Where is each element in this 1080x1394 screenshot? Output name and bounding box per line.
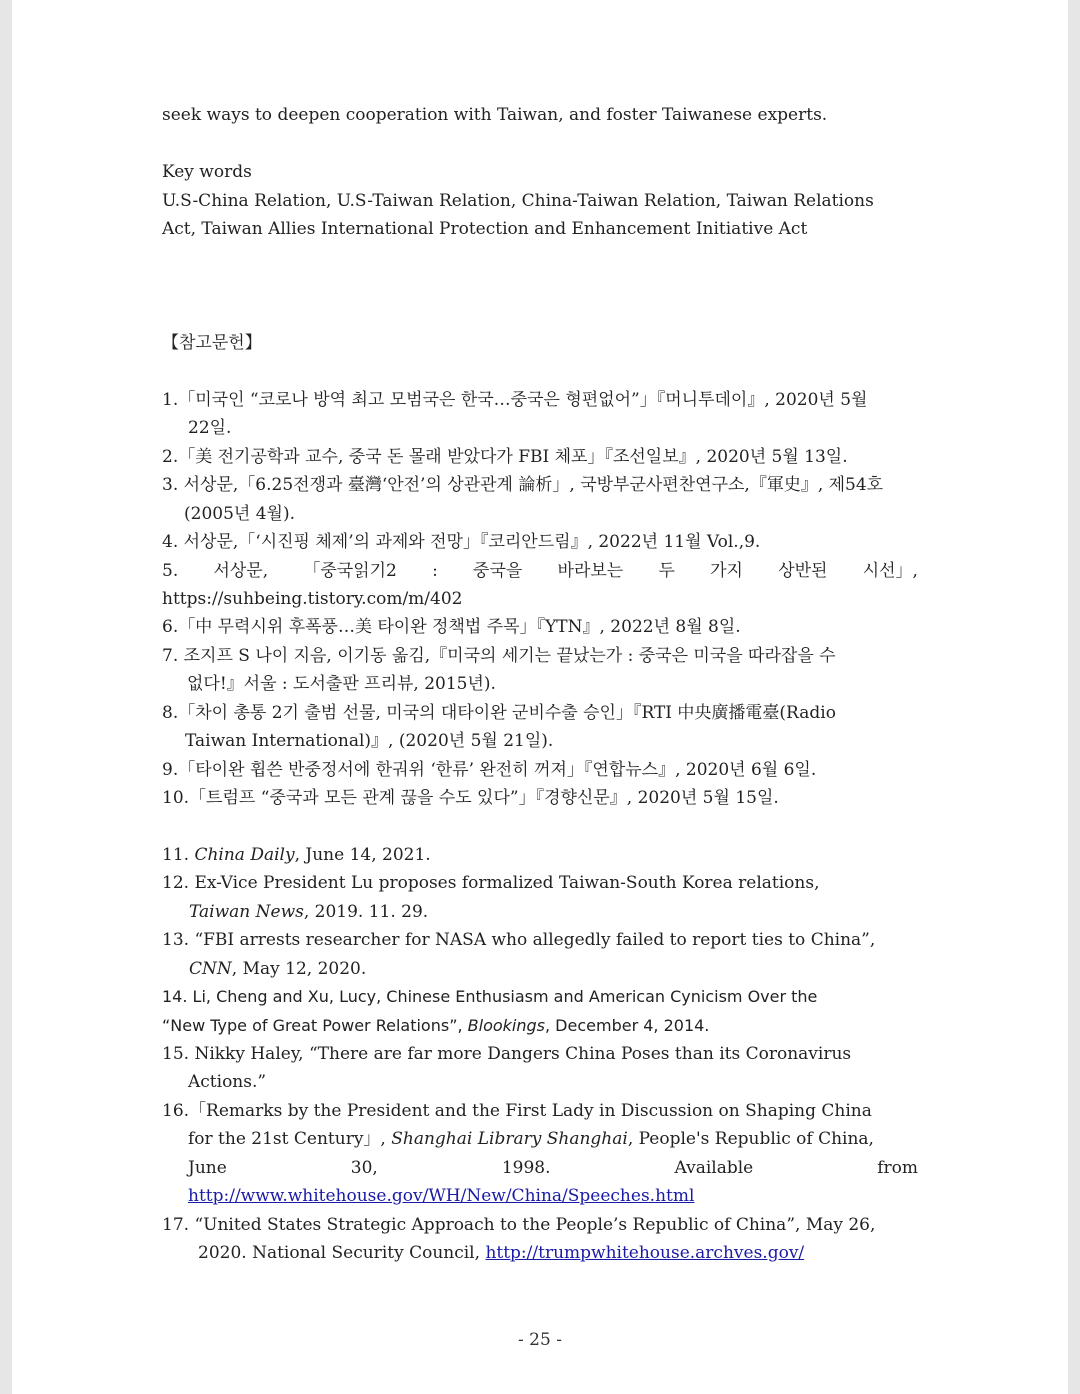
ref-text: , 2019. 11. 29. <box>303 902 429 922</box>
reference-item-cont <box>188 1158 918 1178</box>
keywords-line: Act, Taiwan Allies International Protection and Enhancement Initiative Act <box>162 219 808 239</box>
ref-word: 서상문, <box>213 561 269 581</box>
ref-text: , May 12, 2020. <box>231 959 367 979</box>
ref-text: , June 14, 2021. <box>294 845 431 865</box>
ref-text: 2020. National Security Council, <box>198 1243 486 1263</box>
ref-word: 5. <box>162 561 179 581</box>
page-number: - 25 - <box>518 1330 562 1350</box>
reference-item-cont: 없다!』서울 : 도서출판 프리뷰, 2015년). <box>187 674 496 694</box>
reference-item: 16.「Remarks by the President and the First Lady in Discussion on Shaping China <box>162 1101 872 1121</box>
reference-item-cont: (2005년 4월). <box>184 504 295 524</box>
document-page <box>12 0 1068 1394</box>
reference-item-cont <box>162 1016 709 1036</box>
ref-word: 1998. <box>501 1158 551 1178</box>
reference-item-cont <box>188 1186 694 1206</box>
ref-word: : <box>432 561 438 581</box>
reference-item: 10.「트럼프 “중국과 모든 관계 끊을 수도 있다”」『경향신문』, 2020년 5월 15일. <box>162 788 779 808</box>
ref-word: 30, <box>350 1158 378 1178</box>
ref-source: China Daily <box>194 845 295 865</box>
reference-item: 13. “FBI arrests researcher for NASA who allegedly failed to report ties to China”, <box>162 930 876 950</box>
ref-word: Available <box>674 1158 754 1178</box>
ref-word: 바라보는 <box>557 561 624 581</box>
ref-text: , December 4, 2014. <box>545 1016 710 1035</box>
reference-item-cont: Taiwan International)』, (2020년 5월 21일). <box>185 731 554 751</box>
ref-word: June <box>188 1158 227 1178</box>
reference-item <box>162 845 431 865</box>
reference-item: 9.「타이완 휩쓴 반중정서에 한궈위 ‘한류’ 완전히 꺼져」『연합뉴스』, 2020년 6월 6일. <box>162 760 817 780</box>
references-heading: 【참고문헌】 <box>162 333 262 353</box>
reference-item: 7. 조지프 S 나이 지음, 이기동 옮김,『미국의 세기는 끝났는가 : 중국은 미국을 따라잡을 수 <box>162 646 836 666</box>
ref-word: 두 <box>658 561 675 581</box>
ref-source: Taiwan News <box>189 902 304 922</box>
reference-item <box>162 561 918 581</box>
reference-item: 8.「차이 총통 2기 출범 선물, 미국의 대타이완 군비수출 승인」『RTI 中央廣播電臺(Radio <box>162 703 836 723</box>
ref-number: 11. <box>162 845 190 865</box>
reference-item: 14. Li, Cheng and Xu, Lucy, Chinese Enthusiasm and American Cynicism Over the <box>162 987 818 1006</box>
ref-word: 중국을 <box>473 561 523 581</box>
reference-item: 12. Ex-Vice President Lu proposes formalized Taiwan-South Korea relations, <box>162 873 820 893</box>
reference-item: 1.「미국인 “코로나 방역 최고 모범국은 한국…중국은 형편없어”」『머니투데이』, 2020년 5월 <box>162 390 868 410</box>
reference-item-cont <box>189 902 428 922</box>
keywords-heading: Key words <box>162 162 252 182</box>
reference-item-cont <box>198 1243 804 1263</box>
keywords-line: U.S-China Relation, U.S-Taiwan Relation, China-Taiwan Relation, Taiwan Relations <box>162 191 874 211</box>
reference-item: 3. 서상문,「6.25전쟁과 臺灣‘안전’의 상관관계 論析」, 국방부군사편찬연구소,『軍史』, 제54호 <box>162 475 884 495</box>
ref-text: , People's Republic of China, <box>627 1129 874 1149</box>
ref-text: “New Type of Great Power Relations”, <box>162 1016 468 1035</box>
reference-item: 2.「美 전기공학과 교수, 중국 돈 몰래 받았다가 FBI 체포」『조선일보』, 2020년 5월 13일. <box>162 447 848 467</box>
reference-item: 15. Nikky Haley, “There are far more Dangers China Poses than its Coronavirus <box>162 1044 852 1064</box>
reference-url: https://suhbeing.tistory.com/m/402 <box>162 589 463 609</box>
whitehouse-speeches-link[interactable]: http://www.whitehouse.gov/WH/New/China/Speeches.html <box>188 1186 695 1206</box>
ref-word: 상반된 <box>778 561 828 581</box>
ref-source: CNN <box>189 959 232 979</box>
ref-word: 시선」, <box>862 561 918 581</box>
reference-item: 4. 서상문,「‘시진핑 체제’의 과제와 전망」『코리안드림』, 2022년 11월 Vol.,9. <box>162 532 761 552</box>
abstract-tail: seek ways to deepen cooperation with Taiwan, and foster Taiwanese experts. <box>162 105 828 125</box>
reference-item-cont: 22일. <box>188 418 232 438</box>
ref-word: from <box>877 1158 918 1178</box>
reference-item-cont <box>188 1129 874 1149</box>
ref-source: Shanghai Library Shanghai <box>391 1129 628 1149</box>
ref-word: 가지 <box>710 561 743 581</box>
ref-source: Blookings <box>467 1016 545 1035</box>
ref-word: 「중국읽기2 <box>303 561 397 581</box>
reference-item-cont <box>189 959 366 979</box>
reference-item-cont: Actions.” <box>188 1072 267 1092</box>
reference-item: 17. “United States Strategic Approach to the People’s Republic of China”, May 26, <box>162 1215 876 1235</box>
ref-text: for the 21st Century」, <box>188 1129 392 1149</box>
trumpwhitehouse-link[interactable]: http://trumpwhitehouse.archves.gov/ <box>485 1243 805 1263</box>
reference-item: 6.「中 무력시위 후폭풍…美 타이완 정책법 주목」『YTN』, 2022년 8월 8일. <box>162 617 741 637</box>
